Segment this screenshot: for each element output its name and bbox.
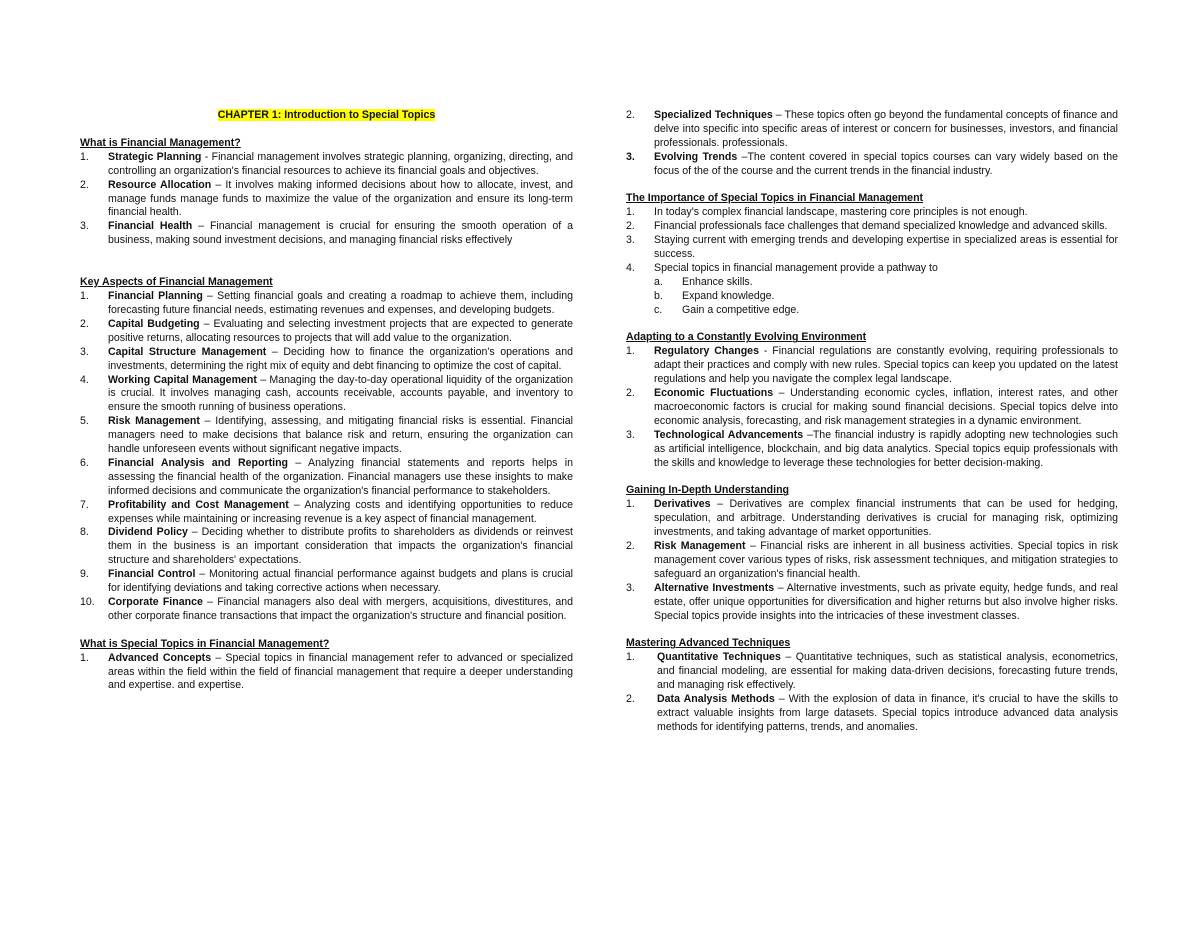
list-item: 2. Capital Budgeting – Evaluating and selecting investment projects that are expected to generate positive returns, allocating resources to projects that will add value to the organization. (80, 317, 573, 344)
list-item: 4. Special topics in financial management provide a pathway to (626, 261, 938, 274)
list-key-aspects (80, 290, 573, 624)
section-heading-special-topics: What is Special Topics in Financial Management? (80, 637, 330, 650)
section-heading-adapting: Adapting to a Constantly Evolving Environment (626, 331, 867, 344)
list-importance (626, 206, 1118, 276)
list-item: 9. Financial Control – Monitoring actual financial performance against budgets and plans is crucial for identifying deviations and taking corrective actions when necessary. (80, 568, 573, 595)
list-item: 1. Financial Planning – Setting financial goals and creating a roadmap to achieve them, including forecasting future financial needs, estimating revenues and expenses, and developing budgets. (80, 290, 573, 316)
list-item: 3. Financial Health – Financial management is crucial for ensuring the smooth operation of a business, making sound investment decisions, and managing financial risks effectively (80, 220, 573, 247)
list-item: 1. Derivatives – Derivatives are complex financial instruments that can be used for hedging, speculation, and arbitrage. Understanding derivatives is crucial for managing risk, optimizing investments, and taking advantage of market opportunities. (626, 498, 1118, 539)
section-heading-what-is-fm: What is Financial Management? (80, 136, 241, 149)
sub-list-item: b. Expand knowledge. (654, 289, 775, 302)
right-column (626, 109, 1118, 735)
sub-list-item: a. Enhance skills. (654, 275, 753, 288)
list-item: 3. Evolving Trends –The content covered in special topics courses can vary widely based on the focus of the of the course and the current trends in the financial industry. (626, 150, 1118, 177)
list-item: 10. Corporate Finance – Financial managers also deal with mergers, acquisitions, divestitures, and other corporate finance transactions that impact the organization's structure and financial position. (80, 596, 573, 622)
chapter-title: CHAPTER 1: Introduction to Special Topics (217, 109, 436, 121)
list-item: 5. Risk Management – Identifying, assessing, and mitigating financial risks is essential. Financial managers need to make decisions that balance risk and return, ensuring the organization can handle unforeseen events without significant negative impacts. (80, 415, 573, 456)
list-what-is-fm (80, 151, 573, 248)
list-special-topics (80, 652, 573, 694)
list-adapting (626, 345, 1118, 470)
list-item: 2. Specialized Techniques – These topics often go beyond the fundamental concepts of finance and delve into specific into specific areas of interest or concern for businesses, investors, and financial professionals. professionals. (626, 109, 1118, 149)
list-item: 1. Advanced Concepts – Special topics in financial management refer to advanced or specialized areas within the field within the field of financial management that require a deeper understanding and expertise. and expertise. (80, 651, 574, 692)
section-heading-key-aspects: Key Aspects of Financial Management (80, 276, 273, 289)
list-item: 2. Financial professionals face challenges that demand specialized knowledge and advanced skills. (626, 220, 1108, 233)
left-column (80, 109, 573, 693)
list-item: 2. Data Analysis Methods – With the explosion of data in finance, it's crucial to have the skills to extract valuable insights from large datasets. Special topics introduce advanced data analysis methods for identifying patterns, trends, and anomalies. (626, 693, 1118, 733)
section-heading-in-depth: Gaining In-Depth Understanding (626, 484, 790, 497)
list-item: 3. Alternative Investments – Alternative investments, such as private equity, hedge funds, and real estate, offer unique opportunities for diversification and higher returns but also involve higher risks. Special topics provide insights into the intricacies of these investment classes. (626, 581, 1118, 622)
sub-list-pathway (626, 276, 1118, 318)
list-item: 3. Capital Structure Management – Deciding how to finance the organization's operations and investments, determining the right mix of equity and debt financing to optimize the cost of capital. (80, 345, 573, 372)
list-special-topics-continued (626, 109, 1118, 179)
list-mastering (626, 651, 1118, 734)
list-item: 3. Staying current with emerging trends and developing expertise in specialized areas is essential for success. (626, 234, 1118, 261)
list-item: 8. Dividend Policy – Deciding whether to distribute profits to shareholders as dividends or reinvest them in the business is an important consideration that impacts the organization's financial structure and shareholders' expectations. (80, 526, 573, 567)
list-item: 2. Risk Management – Financial risks are inherent in all business activities. Special topics in risk management cover various types of risks, risk assessment techniques, and mitigation strategies to safeguard an organization's financial health. (626, 540, 1119, 580)
list-item: 2. Economic Fluctuations – Understanding economic cycles, inflation, interest rates, and other macroeconomic factors is crucial for making sound financial decisions. Special topics delve into economic analysis, forecasting, and risk management strategies in a dynamic environment. (626, 387, 1118, 427)
list-item: 2. Resource Allocation – It involves making informed decisions about how to allocate, invest, and manage funds manage funds to maximize the value of the organization and ensure its long-term financial health. (80, 178, 573, 219)
sub-list-item: c. Gain a competitive edge. (654, 303, 800, 316)
list-item: 1. Regulatory Changes - Financial regulations are constantly evolving, requiring professionals to adapt their practices and comply with new rules. Special topics can keep you updated on the latest regulations and help you navigate the complex legal landscape. (626, 345, 1118, 386)
list-item: 4. Working Capital Management – Managing the day-to-day operational liquidity of the organization is crucial. It involves managing cash, accounts receivable, accounts payable, and inventory to ensure the smooth running of business operations. (80, 373, 573, 414)
list-item: 1. In today's complex financial landscape, mastering core principles is not enough. (626, 206, 1028, 219)
list-item: 7. Profitability and Cost Management – Analyzing costs and identifying opportunities to reduce expenses while maintaining or increasing revenue is a key aspect of financial management. (80, 498, 574, 525)
section-heading-mastering: Mastering Advanced Techniques (626, 637, 791, 650)
section-heading-importance: The Importance of Special Topics in Financial Management (626, 192, 924, 205)
list-item: 3. Technological Advancements –The financial industry is rapidly adopting new technologies such as artificial intelligence, blockchain, and big data analytics. Special topics equip professionals with the skills and knowledge to leverage these technologies for better decision-making. (626, 428, 1118, 469)
list-item: 1. Strategic Planning - Financial management involves strategic planning, organizing, directing, and controlling an organization's financial resources to achieve its financial goals and objectives. (80, 150, 573, 177)
list-in-depth (626, 498, 1118, 623)
list-item: 1. Quantitative Techniques – Quantitative techniques, such as statistical analysis, econometrics, and financial modeling, are essential for making data-driven decisions, forecasting future trends, and managing risk effectively. (626, 651, 1118, 692)
list-item: 6. Financial Analysis and Reporting – Analyzing financial statements and reports helps in assessing the financial health of the organization. Financial managers use these insights to make informed decisions and communicate the organization's financial performance to stakeholders. (80, 456, 573, 497)
